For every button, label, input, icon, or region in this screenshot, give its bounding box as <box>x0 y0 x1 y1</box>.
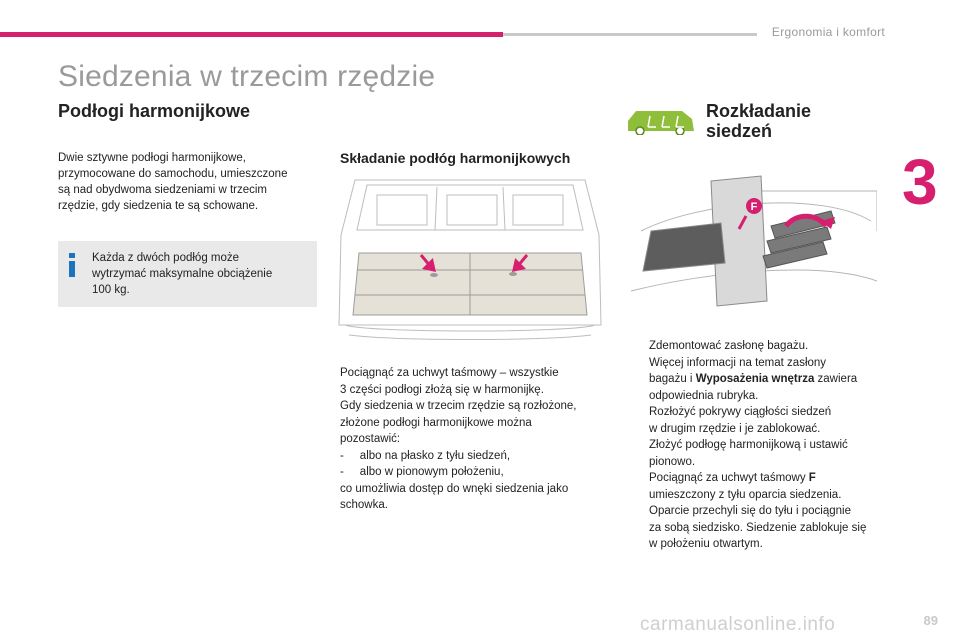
text-line: schowka. <box>340 499 388 511</box>
heading-line: Rozkładanie <box>706 101 812 121</box>
text-line: Dwie sztywne podłogi harmonijkowe, <box>58 152 246 164</box>
text-line: Każda z dwóch podłóg może <box>92 252 240 264</box>
page-title: Siedzenia w trzecim rzędzie <box>58 60 436 93</box>
text-line: Rozłożyć pokrywy ciągłości siedzeń <box>649 406 832 418</box>
text-line: za sobą siedzisko. Siedzenie zablokuje się <box>649 521 867 534</box>
text-line: w położeniu otwartym. <box>649 538 763 550</box>
folding-instructions <box>340 365 605 514</box>
list-item <box>622 470 892 553</box>
text-line: Zdemontować zasłonę bagażu. <box>649 340 809 352</box>
text-line: umieszczony z tyłu oparcia siedzenia. <box>649 488 842 501</box>
text-line <box>649 470 892 487</box>
figure-label-f: F <box>750 201 758 213</box>
text-line <box>649 371 892 388</box>
watermark: carmanualsonline.info <box>640 614 836 635</box>
heading-folding-floors: Składanie podłóg harmonijkowych <box>340 150 571 166</box>
bold-reference: Wyposażenia wnętrza <box>695 373 815 385</box>
section-label: Ergonomia i komfort <box>771 25 885 39</box>
info-box <box>58 241 317 307</box>
text-line: - albo w pionowym położeniu, <box>340 466 504 478</box>
text-line: - albo na płasko z tyłu siedzeń, <box>340 449 511 462</box>
header-divider <box>503 33 757 36</box>
list-item <box>622 338 892 404</box>
seat-unfolding-illustration <box>621 171 877 326</box>
text-span: zawiera <box>814 373 858 385</box>
text-line: Pociągnąć za uchwyt taśmowy – wszystkie <box>340 367 559 379</box>
text-line: wytrzymać maksymalne obciążenie <box>92 268 273 280</box>
heading-line: siedzeń <box>706 121 773 141</box>
intro-paragraph <box>58 150 318 214</box>
text-line: 100 kg. <box>92 284 130 296</box>
chapter-number: 3 <box>902 146 938 218</box>
page-number: 89 <box>923 613 938 628</box>
text-span: bagażu i <box>649 373 696 385</box>
header-accent-bar <box>0 32 503 37</box>
text-line: Gdy siedzenia w trzecim rzędzie są rozłożone, <box>340 400 577 412</box>
bold-reference: F <box>808 472 816 484</box>
text-span: Pociągnąć za uchwyt taśmowy <box>649 472 809 484</box>
list-item <box>622 404 892 437</box>
info-text <box>92 250 307 298</box>
text-line: co umożliwia dostęp do wnęki siedzenia jako <box>340 482 569 495</box>
trunk-floor-illustration <box>337 175 603 341</box>
car-seats-icon <box>626 107 696 135</box>
list-item <box>622 437 892 470</box>
text-line: 3 części podłogi złożą się w harmonijkę. <box>340 383 544 396</box>
text-line: odpowiednia rubryka. <box>649 389 759 402</box>
heading-seat-unfolding <box>706 101 811 141</box>
text-line: są nad obydwoma siedzeniami w trzecim <box>58 184 268 196</box>
text-line: przymocowane do samochodu, umieszczone <box>58 168 288 180</box>
info-icon <box>66 253 78 277</box>
text-line: w drugim rzędzie i je zablokować. <box>649 422 821 435</box>
text-line: Więcej informacji na temat zasłony <box>649 356 827 369</box>
heading-accordion-floors: Podłogi harmonijkowe <box>58 101 251 121</box>
text-line: rzędzie, gdy siedzenia te są schowane. <box>58 200 259 212</box>
text-line: Złożyć podłogę harmonijkową i ustawić <box>649 439 848 451</box>
text-line: złożone podłogi harmonijkowe można <box>340 416 532 429</box>
text-line: pionowo. <box>649 455 696 468</box>
unfolding-steps <box>622 338 892 553</box>
text-line: pozostawić: <box>340 433 401 445</box>
text-line: Oparcie przechyli się do tyłu i pociągnie <box>649 505 851 517</box>
